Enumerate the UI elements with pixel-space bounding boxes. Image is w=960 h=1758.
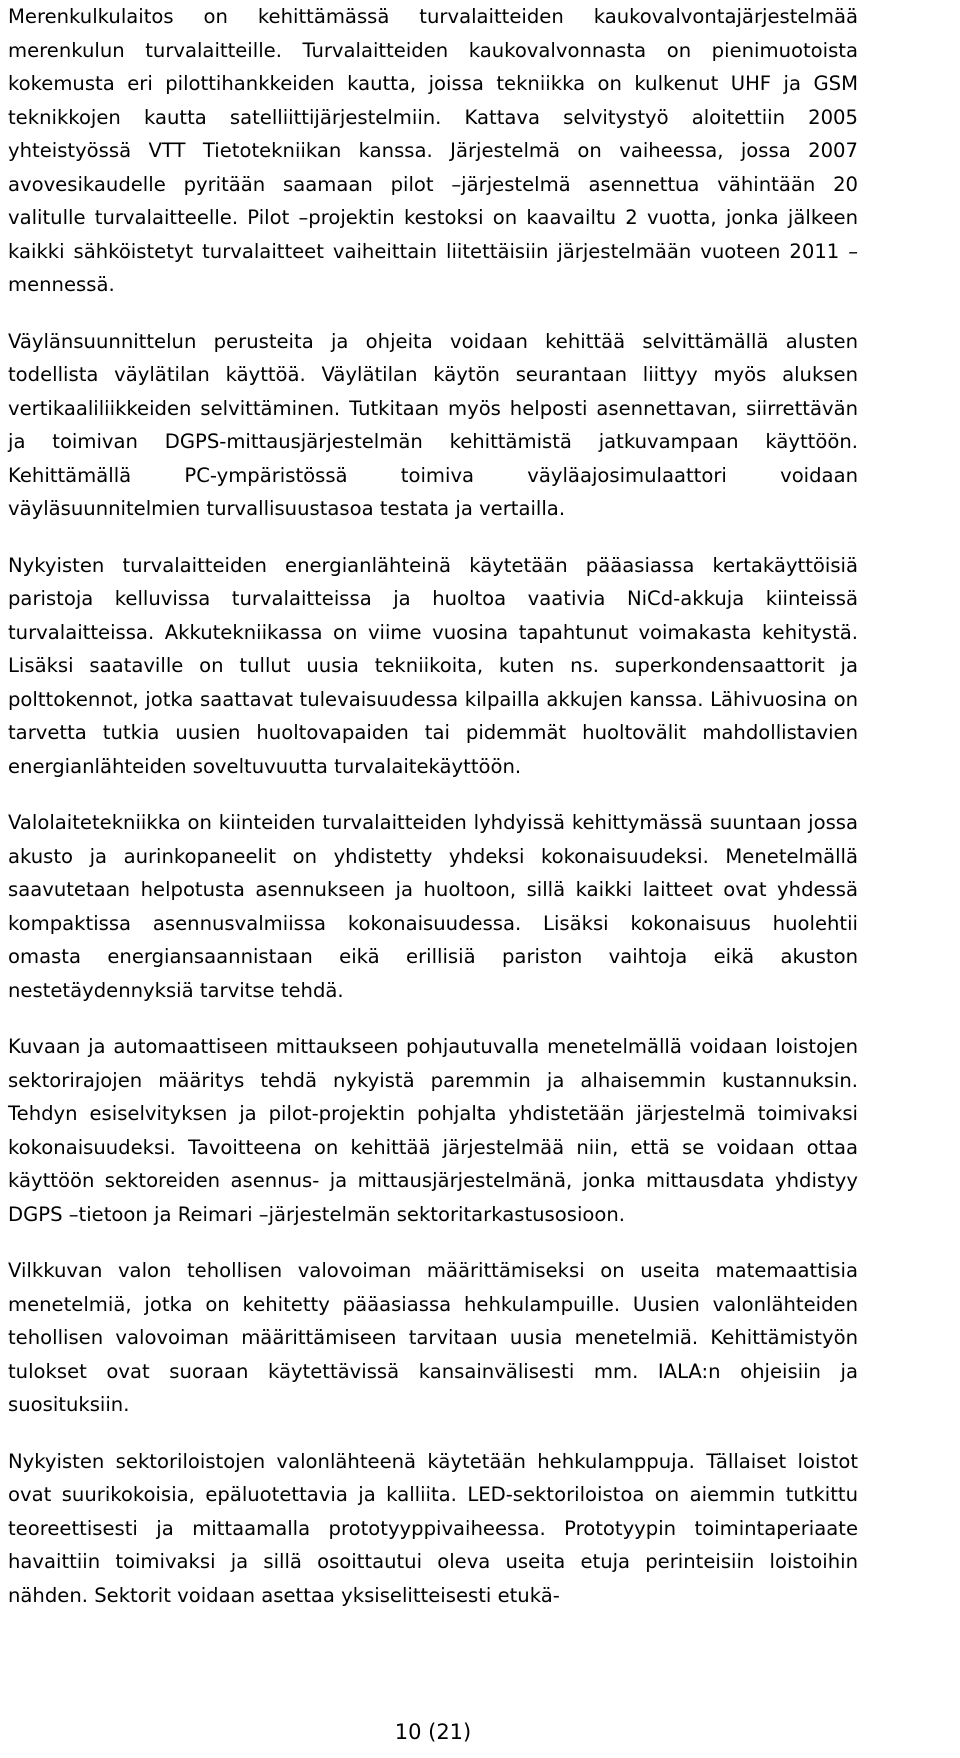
page-number: 10 (21) [394, 1720, 472, 1744]
paragraph-vaylasuunnittelu: Väylänsuunnittelun perusteita ja ohjeita voidaan kehittää selvittämällä alusten todellista väylätilan käyttöä. Väylätilan käytön seurantaan liittyy myös aluksen vertikaaliliikkeiden selvittäminen. Tutkitaan myös helposti asennettavan, siirrettävän ja toimivan DGPS-mittausjärjestelmän kehittämistä jatkuvampaan käyttöön. Kehittämällä PC-ympäristössä toimiva väyläajosimulaattori voidaan väyläsuunnitelmien turvallisuustasoa testata ja vertailla. [8, 329, 858, 520]
document-page [8, 0, 858, 1744]
paragraph-valovoima: Vilkkuvan valon tehollisen valovoiman määrittämiseksi on useita matemaattisia menetelmiä, jotka on kehitetty pääasiassa hehkulampuille. Uusien valonlähteiden tehollisen valovoiman määrittämiseen tarvitaan uusia menetelmiä. Kehittämistyön tulokset ovat suoraan käytettävissä kansainvälisesti mm. IALA:n ohjeisiin ja suosituksiin. [8, 1259, 858, 1416]
paragraph-sektoriloistot: Nykyisten sektoriloistojen valonlähteenä käytetään hehkulamppuja. Tällaiset loistot ovat suurikokoisia, epäluotettavia ja kalliita. LED-sektoriloistoa on aiemmin tutkittu teoreettisesti ja mittaamalla prototyyppivaiheessa. Prototyypin toimintaperiaate havaittiin toimivaksi ja sillä osoittautui oleva useita etuja perinteisiin loistoihin nähden. Sektorit voidaan asettaa yksiselitteisesti etukä- [8, 1449, 858, 1607]
paragraph-valolaitetekniikka: Valolaitetekniikka on kiinteiden turvalaitteiden lyhdyissä kehittymässä suuntaan jossa akusto ja aurinkopaneelit on yhdistetty yhdeksi kokonaisuudeksi. Menetelmällä saavutetaan helpotusta asennukseen ja huoltoon, sillä kaikki laitteet ovat yhdessä kompaktissa asennusvalmiissa kokonaisuudessa. Lisäksi kokonaisuus huolehtii omasta energiansaannistaan eikä erillisiä pariston vaihtoja eikä akuston nestetäydennyksiä tarvitse tehdä. [8, 811, 858, 1002]
paragraph-sektorirajat: Kuvaan ja automaattiseen mittaukseen pohjautuvalla menetelmällä voidaan loistojen sektorirajojen määritys tehdä nykyistä paremmin ja alhaisemmin kustannuksin. Tehdyn esiselvityksen ja pilot-projektin pohjalta yhdistetään järjestelmä toimivaksi kokonaisuudeksi. Tavoitteena on kehittää järjestelmää niin, että se voidaan ottaa käyttöön sektoreiden asennus- ja mittausjärjestelmänä, jonka mittausdata yhdistyy DGPS –tietoon ja Reimari –järjestelmän sektoritarkastusosioon. [8, 1035, 858, 1226]
paragraph-kaukovalvonta: Merenkulkulaitos on kehittämässä turvalaitteiden kaukovalvontajärjestelmää merenkulun turvalaitteille. Turvalaitteiden kaukovalvonnasta on pienimuotoista kokemusta eri pilottihankkeiden kautta, joissa tekniikka on kulkenut UHF ja GSM teknikkojen kautta satelliittijärjestelmiin. Kattava selvitystyö aloitettiin 2005 yhteistyössä VTT Tietotekniikan kanssa. Järjestelmä on vaiheessa, jossa 2007 avovesikaudelle pyritään saamaan pilot –järjestelmä asennettua vähintään 20 valitulle turvalaitteelle. Pilot –projektin kestoksi on kaavailtu 2 vuotta, jonka jälkeen kaikki sähköistetyt turvalaitteet vaiheittain liitettäisiin järjestelmään vuoteen 2011 –mennessä. [8, 5, 858, 296]
paragraph-energianlahteet: Nykyisten turvalaitteiden energianlähteinä käytetään pääasiassa kertakäyttöisiä paristoja kelluvissa turvalaitteissa ja huoltoa vaativia NiCd-akkuja kiinteissä turvalaitteissa. Akkutekniikassa on viime vuosina tapahtunut voimakasta kehitystä. Lisäksi saataville on tullut uusia tekniikoita, kuten ns. superkondensaattorit ja polttokennot, jotka saattavat tulevaisuudessa kilpailla akkujen kanssa. Lähivuosina on tarvetta tutkia uusien huoltovapaiden tai pidemmät huoltovälit mahdollistavien energianlähteiden soveltuvuutta turvalaitekäyttöön. [8, 553, 858, 778]
